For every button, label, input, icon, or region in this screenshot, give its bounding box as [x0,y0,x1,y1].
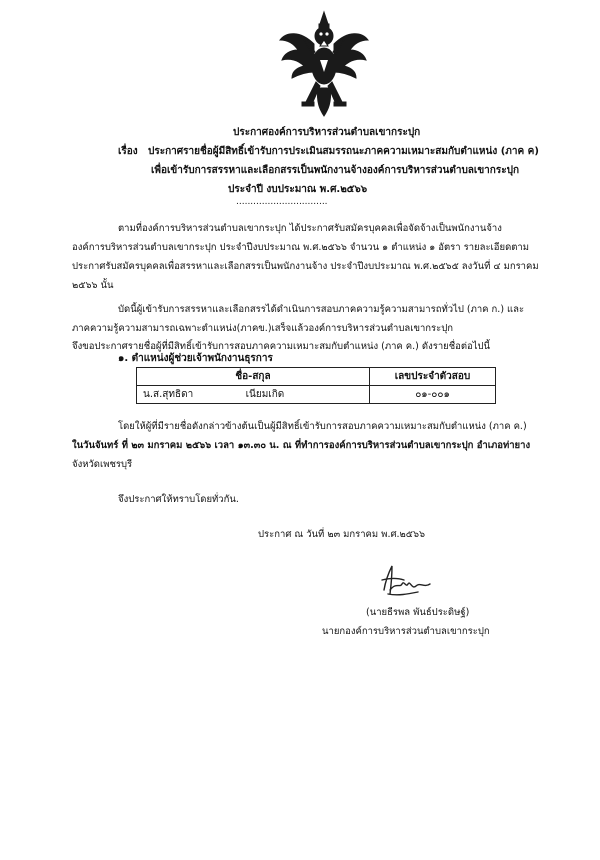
candidate-name-cell [137,386,370,404]
paragraph-3-line-3: จังหวัดเพชรบุรี [72,459,133,470]
paragraph-2-line-2: ภาคความรู้ความสามารถเฉพาะตำแหน่ง(ภาคข.)เสร็จแล้วองค์การบริหารส่วนตำบลเขากระปุก [72,323,454,334]
paragraph-3-line-2: ในวันจันทร์ ที่ ๒๓ มกราคม ๒๕๖๖ เวลา ๑๓.๓๐ น. ณ ที่ทำการองค์การบริหารส่วนตำบลเขากระปุก อำเภอท่ายาง [72,440,531,451]
announcement-date: ประกาศ ณ วันที่ ๒๓ มกราคม พ.ศ.๒๕๖๖ [258,529,426,540]
signatory-title: นายกองค์การบริหารส่วนตำบลเขากระปุก [322,626,490,637]
subject-line-1: ประกาศรายชื่อผู้มีสิทธิ์เข้ารับการประเมินสมรรถนะภาคความเหมาะสมกับตำแหน่ง (ภาค ค) [148,146,539,157]
subject-line-3: ประจำปี งบประมาณ พ.ศ.๒๕๖๖ [228,184,368,195]
handwritten-signature [374,560,434,602]
paragraph-2-line-3: จึงขอประกาศรายชื่อผู้ที่มีสิทธิ์เข้ารับการสอบภาคความเหมาะสมกับตำแหน่ง (ภาค ค.) ดังรายชื่อต่อไปนี้ [72,341,491,352]
paragraph-1-line-4: ๒๕๖๖ นั้น [72,280,114,291]
dotted-separator: ................................ [236,197,328,207]
position-heading: ๑. ตำแหน่งผู้ช่วยเจ้าพนักงานธุรการ [118,353,273,364]
paragraph-3-line-1: โดยให้ผู้ที่มีรายชื่อดังกล่าวข้างต้นเป็นผู้มีสิทธิ์เข้ารับการสอบภาคความเหมาะสมกับตำแหน่ง (ภาค ค.) [118,421,527,432]
candidate-first-name: น.ส.สุทธิดา [143,389,194,400]
candidate-exam-number: ๐๑-๐๐๑ [370,386,496,404]
paragraph-1-line-3: ประกาศรับสมัครบุคคลเพื่อสรรหาและเลือกสรรเป็นพนักงานจ้าง ประจำปีงบประมาณ พ.ศ.๒๕๖๕ ลงวันที่ ๔ มกราคม [72,261,539,272]
column-header-name: ชื่อ-สกุล [137,368,370,386]
column-header-exam-number: เลขประจำตัวสอบ [370,368,496,386]
announcement-org-title: ประกาศองค์การบริหารส่วนตำบลเขากระปุก [233,127,421,138]
table-row [137,386,496,404]
paragraph-2-line-1: บัดนี้ผู้เข้ารับการสรรหาและเลือกสรรได้ดำเนินการสอบภาคความรู้ความสามารถทั่วไป (ภาค ก.) และ [118,304,525,315]
signatory-name: (นายธีรพล พันธ์ประดิษฐ์) [366,607,470,618]
garuda-emblem-icon [276,10,372,120]
candidate-table [136,367,496,404]
subject-line-2: เพื่อเข้ารับการสรรหาและเลือกสรรเป็นพนักงานจ้างองค์การบริหารส่วนตำบลเขากระปุก [151,165,519,176]
closing-statement: จึงประกาศให้ทราบโดยทั่วกัน. [118,494,239,505]
paragraph-1-line-2: องค์การบริหารส่วนตำบลเขากระปุก ประจำปีงบประมาณ พ.ศ.๒๕๖๖ จำนวน ๑ ตำแหน่ง ๑ อัตรา รายละเอียดตาม [72,242,530,253]
subject-label: เรื่อง [118,146,138,157]
table-header-row [137,368,496,386]
candidate-last-name: เนียมเกิด [245,389,285,400]
paragraph-1-line-1: ตามที่องค์การบริหารส่วนตำบลเขากระปุก ได้ประกาศรับสมัครบุคคลเพื่อจัดจ้างเป็นพนักงานจ้าง [118,223,502,234]
